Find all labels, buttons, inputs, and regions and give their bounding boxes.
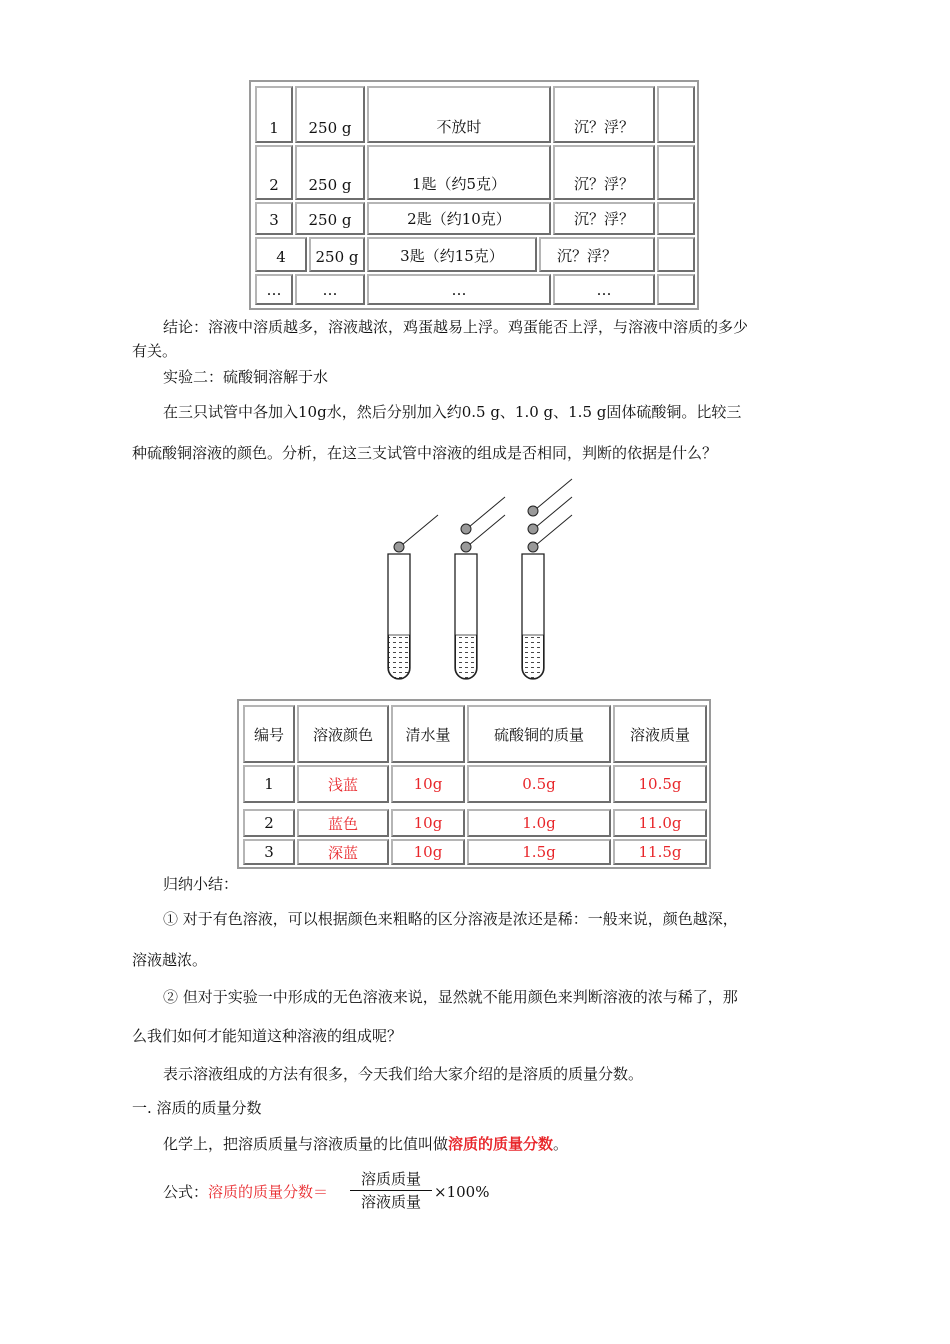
summary-point-2-cont: 么我们如何才能知道这种溶液的组成呢？ [132,1027,403,1045]
table-cell: 1 [255,86,293,143]
table-cell-empty [657,86,695,143]
table-cell: 3 [243,839,295,865]
summary-point-1-cont: 溶液越浓。 [132,951,208,969]
formula-denominator: 溶液质量 [360,1193,421,1211]
conclusion-text-cont: 有关。 [132,342,178,360]
definition-suffix: 。 [553,1135,569,1153]
experiment2-text-cont: 种硫酸铜溶液的颜色。分析，在这三支试管中溶液的组成是否相同，判断的依据是什么？ [132,444,718,462]
definition-term: 溶质的质量分数 [448,1135,554,1153]
table-cell: 10g [391,809,465,837]
summary-title: 归纳小结： [163,875,239,893]
table-cell-empty [657,237,695,272]
table-cell: 沉？浮？ [553,145,655,200]
formula-fraction [350,1170,432,1211]
test-tube-icon [522,554,544,679]
table-cell: 0.5g [467,765,611,803]
table-header: 编号 [243,705,295,763]
table-cell: 250 g [309,237,365,272]
fraction-bar [350,1190,432,1191]
table-cell: 浅蓝 [297,765,389,803]
table-cell: 3匙（约15克） [367,237,537,272]
table-cell: 11.0g [613,809,707,837]
section-heading: 一. 溶质的质量分数 [132,1099,262,1117]
table-header: 溶液质量 [613,705,707,763]
test-tube-icon [388,554,410,679]
table-cell: 4 [255,237,307,272]
table-cell: 11.5g [613,839,707,865]
table-cell: 2匙（约10克） [367,202,551,235]
table-cell-empty [657,274,695,305]
test-tubes-illustration [380,470,580,680]
table-cell: 2 [255,145,293,200]
table-sink-float [249,80,699,310]
test-tube-icon [455,554,477,679]
spoon-icon [394,515,438,552]
summary-point-1: ① 对于有色溶液，可以根据颜色来粗略的区分溶液是浓还是稀：一般来说，颜色越深， [163,910,738,928]
table-cell: … [553,274,655,305]
summary-point-2: ② 但对于实验一中形成的无色溶液来说，显然就不能用颜色来判断溶液的浓与稀了，那 [163,988,738,1006]
table-cell: 1匙（约5克） [367,145,551,200]
table-cell: 10g [391,765,465,803]
formula-label-row [163,1181,328,1203]
definition-text [163,1133,853,1155]
table-cell: … [255,274,293,305]
table-cell: 蓝色 [297,809,389,837]
table-cell: … [295,274,365,305]
table-cell: 1.0g [467,809,611,837]
table-cell-empty [657,202,695,235]
table-cell: 1.5g [467,839,611,865]
table-cell: 1 [243,765,295,803]
table-copper-sulfate [237,699,711,869]
table-cell: 沉？浮？ [553,202,655,235]
experiment2-text: 在三只试管中各加入10g水，然后分别加入约0.5 g、1.0 g、1.5 g固体硫酸铜。比较三 [163,403,742,421]
table-cell: 250 g [295,202,365,235]
formula-numerator: 溶质质量 [360,1170,421,1188]
table-cell: 沉？浮？ [553,86,655,143]
table-cell: 3 [255,202,293,235]
spoon-icon [461,497,505,534]
formula-tail: ×100% [434,1183,490,1201]
conclusion-text: 结论：溶液中溶质越多，溶液越浓，鸡蛋越易上浮。鸡蛋能否上浮，与溶液中溶质的多少 [163,318,749,336]
table-cell: 不放时 [367,86,551,143]
table-cell: 2 [243,809,295,837]
definition-prefix: 化学上，把溶质质量与溶液质量的比值叫做 [163,1135,449,1153]
experiment2-title: 实验二：硫酸铜溶解于水 [163,368,329,386]
intro-text: 表示溶液组成的方法有很多，今天我们给大家介绍的是溶质的质量分数。 [163,1065,644,1083]
table-cell: 10.5g [613,765,707,803]
table-cell: 250 g [295,145,365,200]
table-cell: 250 g [295,86,365,143]
table-header: 清水量 [391,705,465,763]
spoon-icon [528,479,572,516]
table-header: 溶液颜色 [297,705,389,763]
table-cell: 10g [391,839,465,865]
table-cell: … [367,274,551,305]
table-cell-empty [657,145,695,200]
table-cell: 沉？浮？ [539,237,655,272]
table-cell: 深蓝 [297,839,389,865]
formula-label: 公式： [163,1183,209,1201]
formula-lhs: 溶质的质量分数＝ [208,1183,329,1201]
table-header: 硫酸铜的质量 [467,705,611,763]
